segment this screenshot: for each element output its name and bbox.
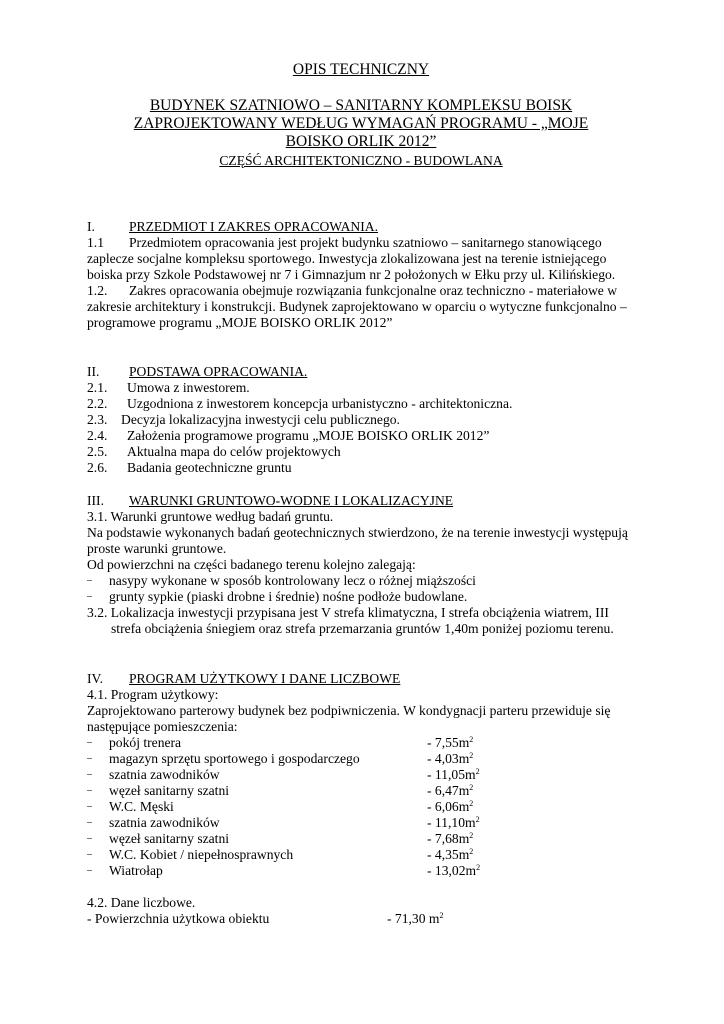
list-item: [87, 380, 633, 396]
paragraph-1-2: [87, 283, 633, 331]
section-heading-text: PRZEDMIOT I ZAKRES OPRACOWANIA.: [129, 219, 378, 234]
dash-bullet: –: [87, 801, 92, 812]
dash-bullet: –: [87, 785, 92, 796]
list-item: [87, 412, 633, 428]
room-area-value: - 11,10m: [427, 815, 476, 830]
room-area: [427, 783, 473, 799]
section-heading-text: WARUNKI GRUNTOWO-WODNE I LOKALIZACYJNE: [129, 493, 454, 508]
section-1-heading: [87, 219, 633, 235]
item-text: Założenia programowe programu „MOJE BOISKO ORLIK 2012”: [127, 428, 490, 443]
section-3-heading: [87, 493, 633, 509]
room-name: W.C. Kobiet / niepełnosprawnych: [109, 847, 294, 862]
area-total-value: - 71,30 m: [387, 911, 440, 926]
room-area: [427, 751, 473, 767]
area-label: - Powierzchnia użytkowa obiektu: [87, 911, 270, 926]
dash-bullet: –: [87, 769, 92, 780]
room-row: [87, 815, 633, 831]
section-2: [87, 364, 633, 476]
room-area-value: - 4,03m: [427, 751, 470, 766]
subtitle-line: ZAPROJEKTOWANY WEDŁUG WYMAGAŃ PROGRAMU - „MOJE: [133, 115, 589, 132]
dash-bullet: –: [87, 849, 92, 860]
room-name: pokój trenera: [109, 735, 182, 750]
item-number: 2.1.: [87, 380, 108, 395]
paragraph-number: 1.1: [87, 235, 104, 250]
dash-item: [87, 589, 633, 605]
section-number: IV.: [87, 671, 103, 686]
section-4-heading: [87, 671, 633, 687]
paragraph-3-1: 3.1. Warunki gruntowe według badań gruntu.: [87, 509, 334, 524]
room-area: [427, 815, 480, 831]
dash-text: nasypy wykonane w sposób kontrolowany lecz o różnej miąższości: [109, 573, 476, 588]
room-area: [427, 799, 473, 815]
item-text: Umowa z inwestorem.: [127, 380, 250, 395]
paragraph-text: Zakres opracowania obejmuje rozwiązania funkcjonalne oraz techniczno - materiałowe w zakresie architektury i konstrukcji. Budynek zaprojektowano w oparciu o wytyczne funkcjonalno – programowe programu „MOJE BOISKO ORLIK 2012”: [87, 283, 627, 330]
paragraph-3-2: 3.2. Lokalizacja inwestycji przypisana jest V strefa klimatyczna, I strefa obciążenia wiatrem, III strefa obciążenia śniegiem oraz strefa przemarzania gruntów 1,40m poniżej poziomu terenu.: [87, 605, 614, 636]
paragraph-1-1: [87, 235, 633, 283]
list-item: [87, 396, 633, 412]
document-subtitle: [87, 97, 635, 151]
area-unit-sup: 2: [475, 767, 480, 776]
paragraph-text: Zaprojektowano parterowy budynek bez podpiwniczenia. W kondygnacji parteru przewiduje się następujące pomieszczenia:: [87, 703, 611, 734]
room-area-value: - 6,47m: [427, 783, 470, 798]
section-1: [87, 219, 633, 331]
item-text: Uzgodniona z inwestorem koncepcja urbanistyczno - architektoniczna.: [127, 396, 513, 411]
area-unit-sup: 2: [439, 911, 444, 920]
dash-bullet: –: [87, 865, 92, 876]
room-row: [87, 767, 633, 783]
list-item: [87, 428, 633, 444]
section-heading-text: PROGRAM UŻYTKOWY I DANE LICZBOWE: [129, 671, 401, 686]
item-number: 2.6.: [87, 460, 108, 475]
list-item: [87, 460, 633, 476]
room-name: szatnia zawodników: [109, 767, 220, 782]
dash-bullet: –: [87, 817, 92, 828]
section-number: III.: [87, 493, 104, 508]
section-number: II.: [87, 364, 100, 379]
room-area-value: - 6,06m: [427, 799, 470, 814]
room-row: [87, 783, 633, 799]
dash-bullet: –: [87, 575, 92, 586]
room-name: Wiatrołap: [109, 863, 163, 878]
area-unit-sup: 2: [469, 847, 474, 856]
item-number: 2.4.: [87, 428, 108, 443]
section-3: [87, 493, 633, 637]
area-total: [387, 911, 443, 927]
area-unit-sup: 2: [476, 863, 481, 872]
section-number: I.: [87, 219, 95, 234]
room-area-value: - 13,02m: [427, 863, 477, 878]
paragraph-text: Przedmiotem opracowania jest projekt budynku szatniowo – sanitarnego stanowiącego zaplecze socjalne kompleksu sportowego. Inwestycja zlokalizowana jest na terenie istniejącego boiska przy Szkole Podstawowej nr 7 i Gimnazjum nr 2 położonych w Ełku przy ul. Kilińskiego.: [87, 235, 616, 282]
section-2-heading: [87, 364, 633, 380]
area-row: [87, 911, 633, 927]
dash-bullet: –: [87, 737, 92, 748]
room-area: [427, 863, 480, 879]
paragraph-4-1: 4.1. Program użytkowy:: [87, 687, 219, 702]
item-text: Decyzja lokalizacyjna inwestycji celu publicznego.: [121, 412, 400, 427]
document-part: CZĘŚĆ ARCHITEKTONICZNO - BUDOWLANA: [219, 153, 503, 168]
room-name: szatnia zawodników: [109, 815, 220, 830]
dash-item: [87, 573, 633, 589]
area-unit-sup: 2: [469, 735, 474, 744]
room-area: [427, 847, 473, 863]
item-number: 2.2.: [87, 396, 108, 411]
item-text: Aktualna mapa do celów projektowych: [127, 444, 341, 459]
room-row: [87, 799, 633, 815]
section-4: [87, 671, 633, 927]
area-unit-sup: 2: [469, 783, 474, 792]
area-unit-sup: 2: [469, 751, 474, 760]
area-unit-sup: 2: [469, 831, 474, 840]
dash-bullet: –: [87, 833, 92, 844]
room-row: [87, 847, 633, 863]
dash-bullet: –: [87, 591, 92, 602]
item-text: Badania geotechniczne gruntu: [127, 460, 292, 475]
room-area-value: - 11,05m: [427, 767, 476, 782]
room-name: magazyn sprzętu sportowego i gospodarczego: [109, 751, 360, 766]
room-row: [87, 831, 633, 847]
room-name: węzeł sanitarny szatni: [109, 783, 230, 798]
section-heading-text: PODSTAWA OPRACOWANIA.: [129, 364, 308, 379]
item-number: 2.5.: [87, 444, 108, 459]
room-area: [427, 735, 473, 751]
room-name: węzeł sanitarny szatni: [109, 831, 230, 846]
room-area: [427, 831, 473, 847]
room-area-value: - 7,55m: [427, 735, 470, 750]
subtitle-line: BOISKO ORLIK 2012”: [285, 133, 437, 150]
dash-bullet: –: [87, 753, 92, 764]
paragraph-4-2: 4.2. Dane liczbowe.: [87, 895, 196, 910]
dash-text: grunty sypkie (piaski drobne i średnie) nośne podłoże budowlane.: [109, 589, 468, 604]
room-row: [87, 735, 633, 751]
area-unit-sup: 2: [475, 815, 480, 824]
paragraph-text: Na podstawie wykonanych badań geotechnicznych stwierdzono, że na terenie inwestycji występują proste warunki gruntowe.: [87, 525, 628, 556]
document-title: OPIS TECHNICZNY: [292, 61, 430, 78]
list-item: [87, 444, 633, 460]
room-area-value: - 7,68m: [427, 831, 470, 846]
paragraph-number: 1.2.: [87, 283, 108, 298]
room-row: [87, 751, 633, 767]
item-number: 2.3.: [87, 412, 108, 427]
room-name: W.C. Męski: [109, 799, 174, 814]
spacer: [87, 879, 633, 895]
paragraph-text: Od powierzchni na części badanego terenu kolejno zalegają:: [87, 557, 416, 572]
area-unit-sup: 2: [469, 799, 474, 808]
room-area: [427, 767, 480, 783]
room-row: [87, 863, 633, 879]
subtitle-line: BUDYNEK SZATNIOWO – SANITARNY KOMPLEKSU BOISK: [149, 97, 573, 114]
room-area-value: - 4,35m: [427, 847, 470, 862]
